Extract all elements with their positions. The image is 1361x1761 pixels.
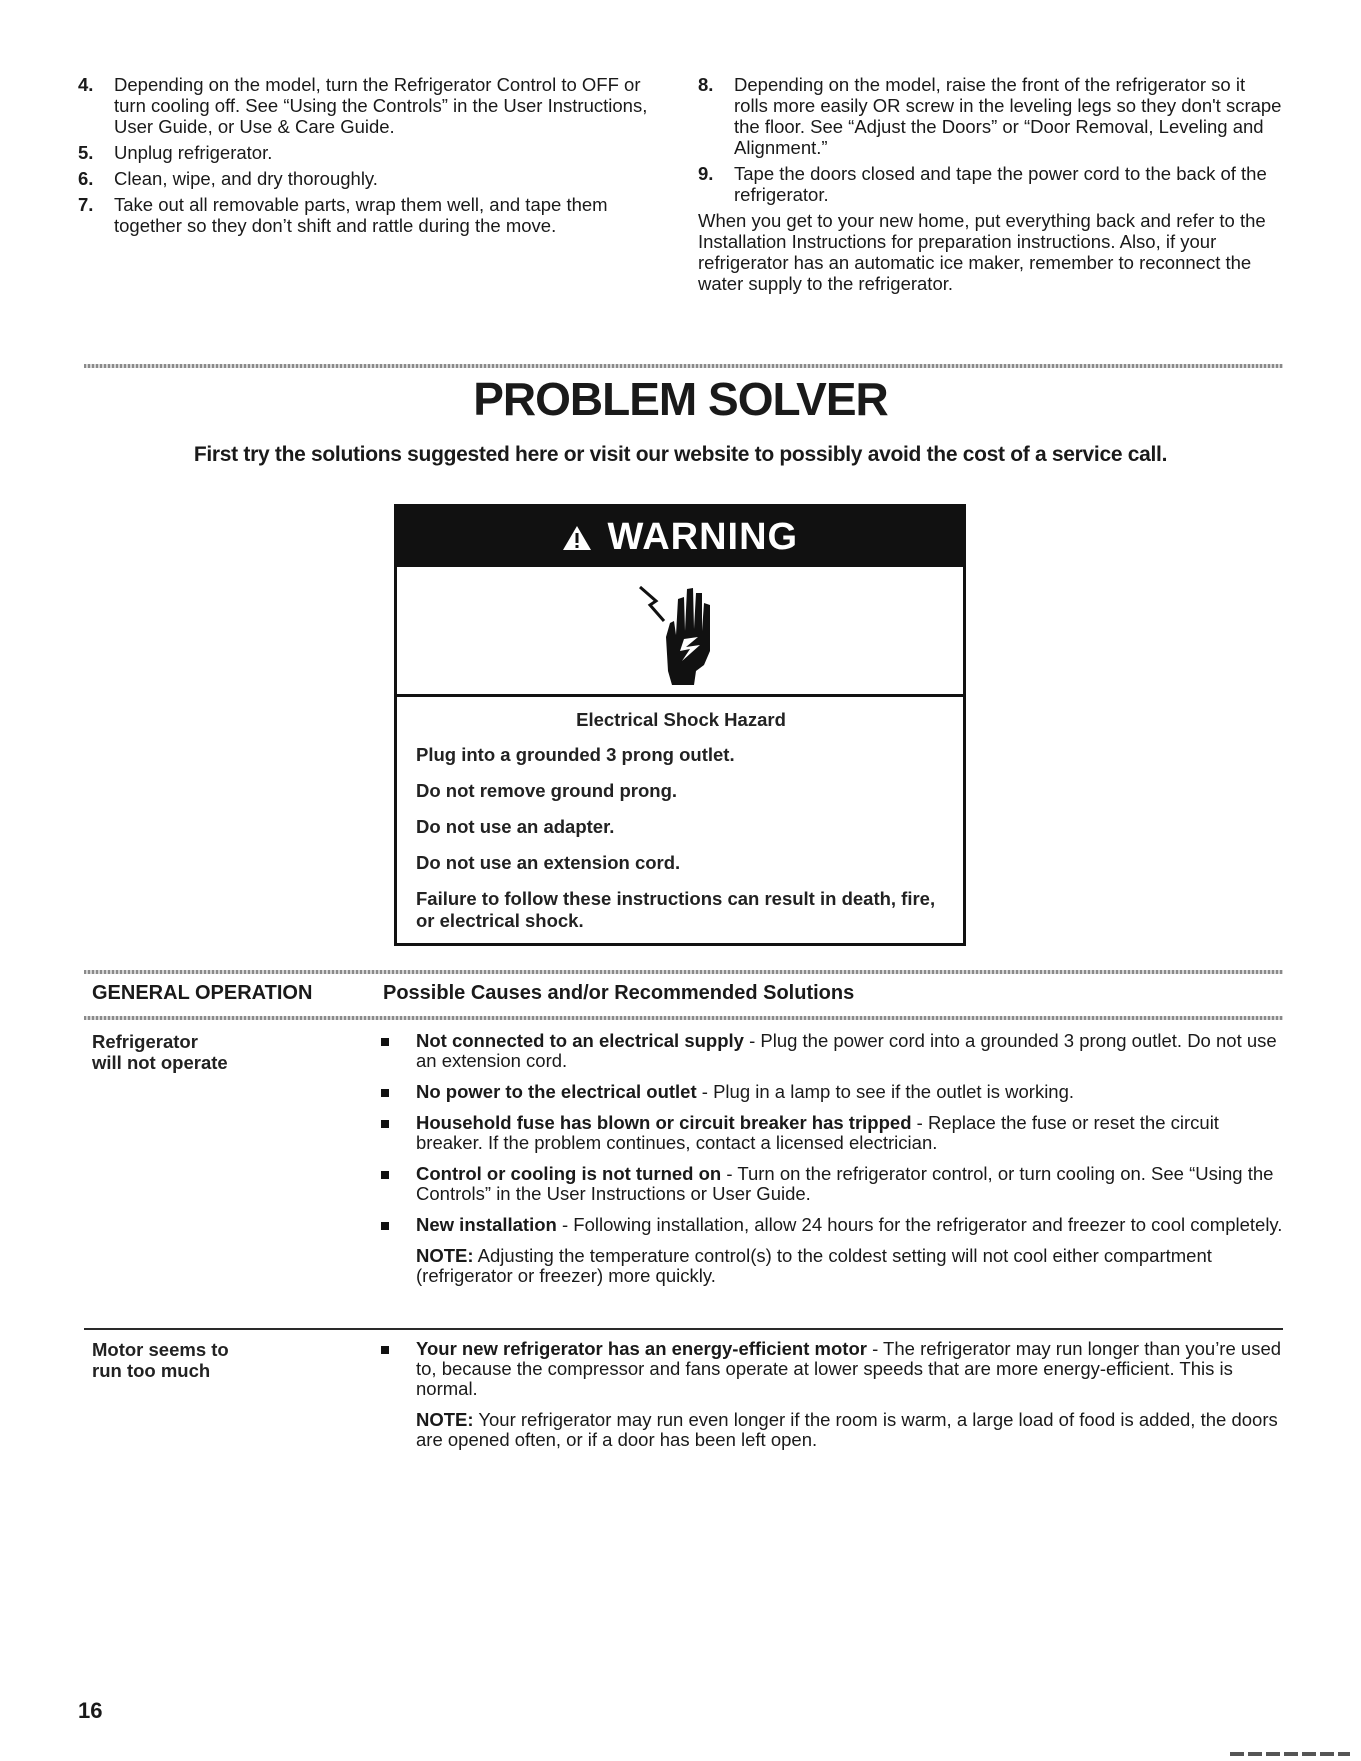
solution-item: New installation - Following installation, allow 24 hours for the refrigerator and freezer to cool completely. <box>378 1215 1283 1235</box>
table-top-rule <box>84 970 1283 974</box>
solution-note: NOTE: Your refrigerator may run even longer if the room is warm, a large load of food is added, the doors are opened often, or if a door has been left open. <box>416 1409 1278 1450</box>
bullet-icon <box>381 1038 389 1046</box>
solution-item: No power to the electrical outlet - Plug in a lamp to see if the outlet is working. <box>378 1082 1283 1102</box>
warning-box <box>394 504 966 946</box>
table-header-causes-solutions: Possible Causes and/or Recommended Solutions <box>383 982 855 1004</box>
warning-line: Do not use an extension cord. <box>416 852 681 873</box>
bullet-icon <box>381 1222 389 1230</box>
moving-closing-paragraph: When you get to your new home, put everything back and refer to the Installation Instructions for preparation instructions. Also, if your refrigerator has an automatic ice maker, remember to reconnect the water supply to the refrigerator. <box>698 210 1266 294</box>
solution-item: Your new refrigerator has an energy-efficient motor - The refrigerator may run longer than you’re used to, because the compressor and fans operate at lower speeds that are more energy-efficient. This is normal. <box>378 1339 1283 1399</box>
electrical-shock-hand-icon <box>636 579 724 687</box>
step-item: 6. Clean, wipe, and dry thoroughly. <box>78 168 378 189</box>
problem-label: Motor seems to run too much <box>92 1339 229 1381</box>
warning-heading: Electrical Shock Hazard <box>576 709 786 730</box>
page-number: 16 <box>78 1698 103 1723</box>
moving-steps-right <box>698 74 1283 294</box>
step-item: 4. Depending on the model, turn the Refrigerator Control to OFF or turn cooling off. See “Using the Controls” in the User Instructions, User Guide, or Use & Care Guide. <box>78 74 648 137</box>
table-header-rule <box>84 1016 1283 1020</box>
bullet-icon <box>381 1089 389 1097</box>
step-item: 9. Tape the doors closed and tape the power cord to the back of the refrigerator. <box>698 163 1267 205</box>
warning-line: Do not remove ground prong. <box>416 780 678 801</box>
step-item: 5. Unplug refrigerator. <box>78 142 273 163</box>
bullet-icon <box>381 1346 389 1354</box>
problem-label: Refrigerator will not operate <box>92 1031 228 1073</box>
bullet-icon <box>381 1171 389 1179</box>
solution-item: Not connected to an electrical supply - Plug the power cord into a grounded 3 prong outlet. Do not use an extension cord. <box>378 1031 1283 1071</box>
warning-header: WARNING <box>397 507 963 567</box>
solutions-list <box>378 1031 1283 1297</box>
warning-line: Do not use an adapter. <box>416 816 615 837</box>
warning-line: Failure to follow these instructions can result in death, fire, or electrical shock. <box>416 888 936 931</box>
table-header-general-operation: GENERAL OPERATION <box>92 982 313 1004</box>
warning-triangle-icon <box>562 516 608 558</box>
solution-item: Control or cooling is not turned on - Turn on the refrigerator control, or turn cooling on. See “Using the Controls” in the User Instructions or User Guide. <box>378 1164 1283 1204</box>
solution-note: NOTE: Adjusting the temperature control(s) to the coldest setting will not cool either compartment (refrigerator or freezer) more quickly. <box>416 1245 1212 1286</box>
moving-steps-left <box>78 74 668 241</box>
crop-marks <box>1230 1752 1350 1756</box>
page-title: PROBLEM SOLVER <box>473 373 888 425</box>
solution-item: Household fuse has blown or circuit breaker has tripped - Replace the fuse or reset the circuit breaker. If the problem continues, contact a licensed electrician. <box>378 1113 1283 1153</box>
step-item: 7. Take out all removable parts, wrap them well, and tape them together so they don’t shift and rattle during the move. <box>78 194 608 236</box>
warning-icon-area <box>397 567 963 697</box>
row-divider <box>84 1328 1283 1330</box>
step-item: 8. Depending on the model, raise the front of the refrigerator so it rolls more easily OR screw in the leveling legs so they don't scrape the floor. See “Adjust the Doors” or “Door Removal, Leveling and Alignment.” <box>698 74 1282 158</box>
page-subtitle: First try the solutions suggested here or visit our website to possibly avoid the cost of a service call. <box>193 443 1168 466</box>
section-divider <box>84 364 1283 368</box>
bullet-icon <box>381 1120 389 1128</box>
warning-line: Plug into a grounded 3 prong outlet. <box>416 744 735 765</box>
solutions-list <box>378 1339 1283 1461</box>
warning-body <box>416 709 946 946</box>
